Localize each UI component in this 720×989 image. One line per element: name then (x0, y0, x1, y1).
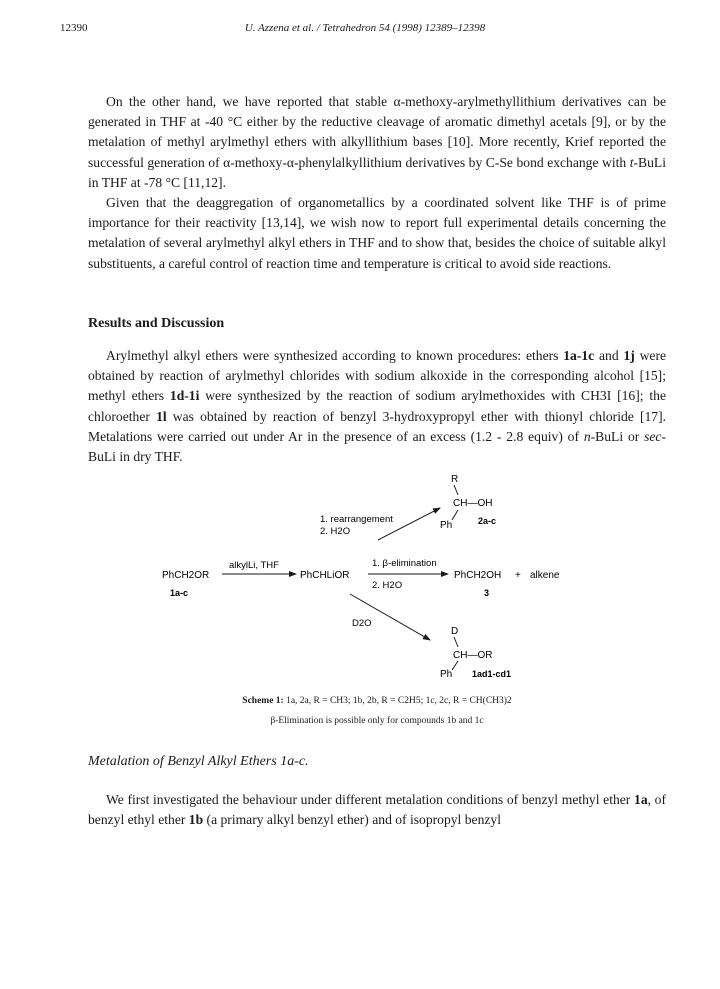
ph-bottom-label: Ph (440, 669, 453, 680)
elimination-condition: 1. β-elimination (372, 558, 437, 569)
alkene-product: alkene (530, 570, 560, 581)
running-head: U. Azzena et al. / Tetrahedron 54 (1998) 12389–12398 (244, 22, 486, 34)
benzyl-alcohol-product: PhCH2OH (454, 570, 502, 581)
ch-or-label: CH—OR (453, 650, 493, 661)
compound-2ac-label: 2a-c (478, 516, 497, 526)
section-paragraph: We first investigated the behaviour under different metalation conditions of benzyl methyl ether 1a, of benzyl ethyl ether 1b (a primary alkyl benzyl ether) and of isopropyl benzyl (88, 792, 667, 828)
reaction-scheme (0, 470, 720, 680)
elimination-water: 2. H2O (372, 580, 403, 591)
starting-material: PhCH2OR (162, 570, 210, 581)
ch-oh-label: CH—OH (453, 498, 493, 509)
intro-paragraph-1: On the other hand, we have reported that stable α-methoxy-arylmethyllithium derivatives can be generated in THF at -40 °C either by the reductive cleavage of aromatic dimethyl acetals [9], or by the metalation of methyl arylmethyl ethers with alkyllithium bases [10]. More recently, Krief reported the successful generation of α-methoxy-α-phenylalkyllithium derivatives by C-Se bond exchange with t-BuLi in THF at -78 °C [11,12]. (88, 94, 666, 190)
alkyllithium-condition: alkylLi, THF (229, 560, 279, 571)
intro-text (88, 92, 666, 274)
plus-sign: + (515, 570, 521, 581)
d2o-condition: D2O (352, 618, 372, 629)
d-top-label: D (451, 626, 459, 637)
ph-top-label: Ph (440, 520, 453, 531)
results-heading: Results and Discussion (88, 316, 225, 331)
compound-1ac-label: 1a-c (170, 588, 189, 598)
r-top-label: R (451, 474, 459, 485)
results-paragraph: Arylmethyl alkyl ethers were synthesized according to known procedures: ethers 1a-1c and 1j were obtained by reaction of arylmethyl chlorides with sodium alkoxide in the corresponding alcohol [15]; methyl ethers 1d-1i were synthesized by the reaction of sodium arylmethoxides with CH3I [16]; the chloroether 1l was obtained by reaction of benzyl 3-hydroxypropyl ether with thionyl chloride [17]. Metalations were carried out under Ar in the presence of an excess (1.2 - 2.8 equiv) of n-BuLi or sec-BuLi in dry THF. (88, 348, 667, 465)
lithiated-intermediate: PhCHLiOR (300, 570, 350, 581)
compound-1ad-label: 1ad1-cd1 (472, 669, 512, 679)
compound-3-label: 3 (484, 588, 490, 598)
scheme-note: β-Elimination is possible only for compounds 1b and 1c (270, 716, 484, 726)
rearrangement-water: 2. H2O (320, 526, 351, 537)
section-text (88, 790, 666, 830)
scheme-caption: Scheme 1: 1a, 2a, R = CH3; 1b, 2b, R = C2H5; 1c, 2c, R = CH(CH3)2 (242, 696, 512, 706)
results-text (88, 346, 666, 467)
intro-paragraph-2: Given that the deaggregation of organometallics by a coordinated solvent like THF is of prime importance for their reactivity [13,14], we wish now to report full experimental details concerning the metalation of several arylmethyl alkyl ethers in THF and to show that, besides the choice of suitable alkyl substituents, a careful control of reaction time and temperature is critical to avoid side reactions. (88, 195, 666, 271)
page-number: 12390 (60, 22, 88, 34)
section-heading: Metalation of Benzyl Alkyl Ethers 1a-c. (88, 754, 309, 769)
rearrangement-condition: 1. rearrangement (320, 514, 393, 525)
